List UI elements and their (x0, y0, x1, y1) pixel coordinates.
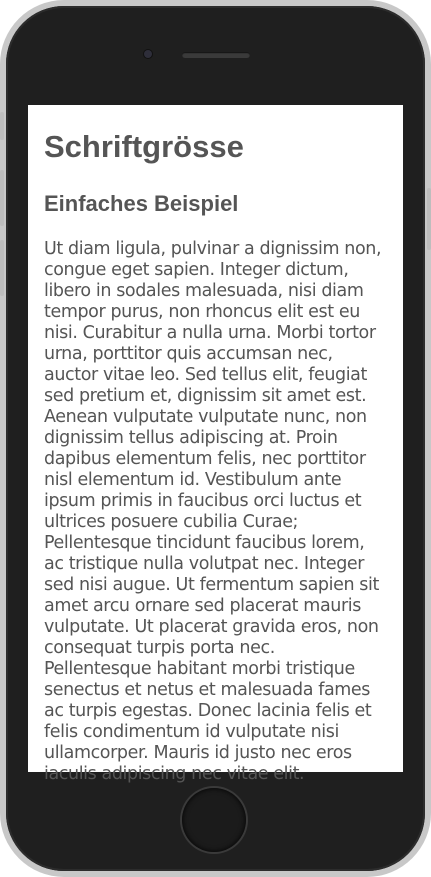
home-button[interactable] (182, 788, 246, 852)
mute-switch (0, 112, 4, 140)
volume-down-button (0, 240, 4, 296)
page-content (28, 105, 403, 785)
front-camera-icon (144, 50, 152, 58)
page-title: Schriftgrösse (44, 129, 244, 164)
phone-screen[interactable] (28, 105, 403, 785)
body-paragraph: Ut diam ligula, pulvinar a dignissim non, congue eget sapien. Integer dictum, libero in sodales malesuada, nisi diam tempor purus, non rhoncus elit est eu nisi. Curabitur a nulla urna. Morbi tortor urna, porttitor quis accumsan nec, auctor vitae leo. Sed tellus elit, feugiat sed pretium et, dignissim sit amet est. Aenean vulputate vulputate nunc, non dignissim tellus adipiscing at. Proin dapibus elementum felis, nec porttitor nisl elementum id. Vestibulum ante ipsum primis in faucibus orci luctus et ultrices posuere cubilia Curae; Pellentesque tincidunt faucibus lorem, ac tristique nulla volutpat nec. Integer sed nisi augue. Ut fermentum sapien sit amet arcu ornare sed placerat mauris vulputate. Ut placerat gravida eros, non consequat turpis porta nec. Pellentesque habitant morbi tristique senectus et netus et malesuada fames ac turpis egestas. Donec lacinia felis et felis condimentum id vulputate nisi ullamcorper. Mauris id justo nec eros iaculis adipiscing nec vitae elit. (44, 239, 382, 785)
power-button (427, 188, 431, 250)
earpiece-speaker (182, 52, 250, 58)
volume-up-button (0, 170, 4, 226)
section-title: Einfaches Beispiel (44, 190, 239, 216)
